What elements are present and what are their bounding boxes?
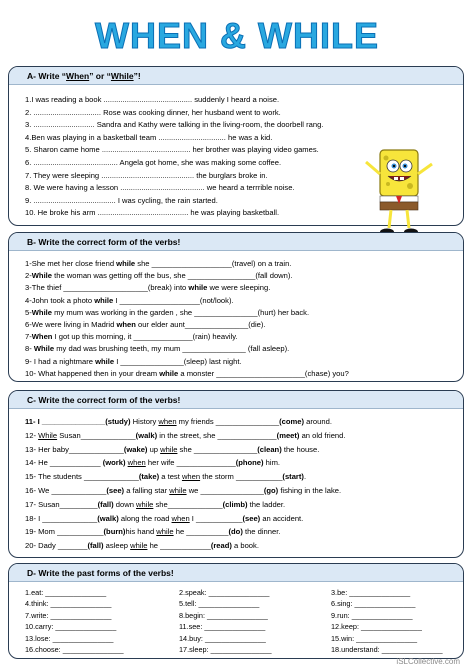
exercise-b-line: 9- I had a nightmare while I _______________(sleep) last night. [25,356,242,366]
exercise-a-line: 7. They were sleeping ............................................ the burglars broke in. [25,170,268,180]
exercise-a-line: 9. ....................................... I was cycling, the rain started. [25,195,218,205]
exercise-a-line: 5. Sharon came home .......................................... her brother was playing video games. [25,145,319,155]
section-b [8,232,464,382]
past-form-item: 7.write: _______________ [25,610,112,620]
section-a-heading: A- Write “When” or “While”! [9,67,463,85]
exercise-c-line: 16- We _____________(see) a falling star while we _______________(go) fishing in the lake. [25,486,342,495]
exercise-b-line: 4-John took a photo while I ___________________(not/look). [25,295,234,305]
section-c [8,390,464,558]
exercise-c-line: 18- I _____________(walk) along the road when I ___________(see) an accident. [25,513,304,523]
exercise-b-line: 8- While my dad was brushing teeth, my mum _______________ (fall asleep). [25,344,290,354]
past-form-item: 12.keep: _______________ [331,622,422,632]
exercise-b-line: 6-We were living in Madrid when our elder aunt_______________(die). [25,320,266,329]
section-d [8,563,464,659]
exercise-b-line: 10- What happened then in your dream while a monster _____________________(chase) you? [25,368,349,378]
page-title: WHEN & WHILE [95,15,379,56]
exercise-a-line: 8. We were having a lesson ........................................ we heard a terrrible noise. [25,183,295,193]
exercise-a-line: 4.Ben was playing in a basketball team ................................ he was a kid. [25,132,273,142]
exercise-b-line: 7-When I got up this morning, it ______________(rain) heavily. [25,332,238,342]
past-form-item: 14.buy: _______________ [179,633,266,643]
exercise-c-line: 14- He ____________ (work) when her wife ______________(phone) him. [25,458,281,468]
exercise-a-line: 10. He broke his arm ........................................... he was playing basketball. [25,208,280,218]
exercise-c-line: 19- Mom ___________(burn)his hand while he __________(do) the dinner. [25,527,281,537]
past-form-item: 18.understand: _______________ [331,645,443,654]
section-d-heading: D- Write the past forms of the verbs! [9,564,463,582]
exercise-c-line: 11- I _______________(study) History when my friends _______________(come) around. [25,417,332,426]
past-form-item: 9.run: _______________ [331,610,413,620]
past-form-item: 11.see: _______________ [179,622,266,632]
exercise-c-line: 13- Her baby_____________(wake) up while she _______________(clean) the house. [25,444,320,454]
exercise-a-line: 1.I was reading a book .......................................... suddenly I heard a noise. [25,95,280,104]
past-form-item: 2.speak: _______________ [179,588,270,597]
past-form-item: 8.begin: _______________ [179,610,268,620]
exercise-a-line: 2. ................................ Rose was cooking dinner, her husband went to work. [25,107,281,117]
footer-watermark: iSLCollective.com [396,657,460,666]
past-form-item: 1.eat: _______________ [25,588,107,597]
exercise-b-line: 5-While my mum was working in the garden , she _______________(hurt) her back. [25,307,310,317]
section-c-heading: C- Write the correct form of the verbs! [9,391,463,409]
past-form-item: 10.carry: _______________ [25,622,117,632]
exercise-c-line: 12- While Susan_____________(walk) in the street, she ______________(meet) an old friend. [25,430,346,440]
exercise-c-line: 17- Susan_________(fall) down while she_____________(climb) the ladder. [25,499,286,509]
exercise-b-line: 2-While the woman was getting off the bus, she ________________(fall down). [25,271,293,281]
past-form-item: 16.choose: _______________ [25,645,124,654]
spongebob-icon [358,140,438,240]
section-b-heading: B- Write the correct form of the verbs! [9,233,463,251]
exercise-a-line: 6. ........................................ Angela got home, she was making some coffee. [25,158,282,167]
past-form-item: 13.lose: _______________ [25,633,114,643]
past-form-item: 3.be: _______________ [331,588,411,597]
exercise-b-line: 1-She met her close friend while she ___________________(travel) on a train. [25,259,292,268]
past-form-item: 4.think: _______________ [25,599,112,609]
past-form-item: 17.sleep: _______________ [179,645,272,654]
past-form-item: 15.win: _______________ [331,633,418,643]
exercise-b-line: 3-The thief ____________________(break) into while we were sleeping. [25,283,271,293]
exercise-c-line: 15- The students _____________(take) a test when the storm ___________(start). [25,472,307,482]
past-form-item: 5.tell: _______________ [179,599,260,609]
exercise-c-line: 20- Dady _______(fall) asleep while he ____________(read) a book. [25,541,259,551]
exercise-a-line: 3. ............................. Sandra and Kathy were talking in the living-room, the doorbell rang. [25,120,324,130]
past-form-item: 6.sing: _______________ [331,599,416,609]
